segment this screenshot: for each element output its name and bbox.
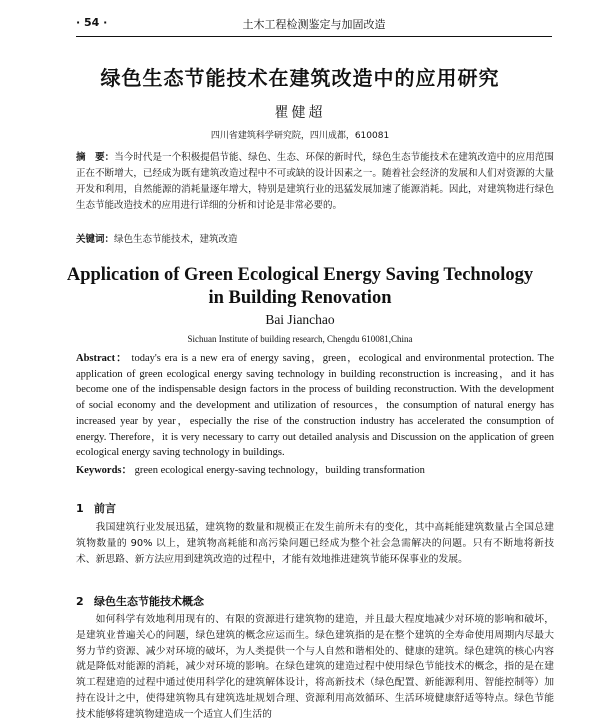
english-abstract-text: today's era is a new era of energy saving，green，ecological and environmental protection. The application of green ecological energy saving technology in building reconstruction is increasing，and it has become one of the indispensable design factors in the process of building reconstruction. With the development of social economy and the development and utilization of resources，the consumption of natural energy has increased year by year，especially the rise of the construction industry has accelerated the consumption of energy. Therefore，it is very necessary to carry out detailed analysis and Discussion on the application of green ecological energy saving technology in buildings. [76, 353, 554, 459]
chinese-author: 瞿健超 [274, 105, 326, 121]
section-1-heading [76, 500, 116, 516]
section-2-paragraph: 如何科学有效地利用现有的、有限的资源进行建筑物的建造，并且最大程度地减少对环境的影响和破坏，是建筑业普遍关心的问题，绿色建筑的概念应运而生。绿色建筑指的是在整个建筑的全寿命使用周期内尽最大努力节约资源、减少对环境的破坏，为人类提供一个与人自然和谐相处的、健康的建筑。绿色建筑的核心内容就是降低对能源的消耗，减少对环境的影响。在绿色建筑的建造过程中使用绿色节能技术的概念，指的是在建筑工程建造的过程中通过使用科学化的建筑解体设计，将高新技术（绿色配置、新能源利用、智能控制等）加持在设计之中，使得建筑物具有建筑选址规划合理、资源利用高效循环、生活环境健康舒适等特点。绿色节能技术能够将建筑物建造成一个适宜人们生活的 [76, 614, 554, 720]
chinese-title: 绿色生态节能技术在建筑改造中的应用研究 [100, 66, 500, 90]
english-keywords-text: green ecological energy-saving technology，building transformation [134, 465, 425, 476]
section-1-number: 1 [76, 502, 84, 515]
page-number: · 54 · [76, 16, 108, 29]
section-2-title: 绿色生态节能技术概念 [94, 595, 204, 608]
chinese-keywords-label: 关键词： [76, 234, 115, 245]
journal-title: 土木工程检测鉴定与加固改造 [242, 18, 386, 31]
english-keywords [76, 462, 554, 477]
section-1-paragraph: 我国建筑行业发展迅猛，建筑物的数量和规模正在发生前所未有的变化，其中高耗能建筑数量占全国总建筑物数量的 90% 以上，建筑物高耗能和高污染问题已经成为整个社会急需解决的问题。只有不断地将新技术、新思路、新方法应用到建筑改造的过程中，才能有效地推进建筑节能环保事业的发展。 [76, 522, 554, 565]
chinese-keywords [76, 231, 554, 245]
section-2-heading [76, 593, 204, 609]
english-author: Bai Jianchao [265, 312, 335, 327]
chinese-keywords-text: 绿色生态节能技术，建筑改造 [114, 234, 238, 245]
english-affiliation: Sichuan Institute of building research, Chengdu 610081,China [187, 334, 413, 344]
english-title: Application of Green Ecological Energy Saving Technology in Building Renovation [66, 265, 534, 308]
section-1-title: 前言 [94, 502, 116, 515]
chinese-affiliation: 四川省建筑科学研究院，四川成都，610081 [210, 131, 390, 141]
section-2-number: 2 [76, 595, 84, 608]
chinese-abstract [76, 150, 554, 214]
header-rule [76, 36, 552, 37]
running-header [76, 16, 552, 36]
english-keywords-label: Keywords： [76, 465, 132, 476]
english-abstract [76, 351, 554, 461]
english-abstract-label: Abstract： [76, 353, 128, 364]
chinese-abstract-label: 摘 要： [76, 152, 115, 163]
chinese-abstract-text: 当今时代是一个积极提倡节能、绿色、生态、环保的新时代，绿色生态节能技术在建筑改造中的应用范围正在不断增大，已经成为既有建筑改造过程中不可或缺的设计因素之一。随着社会经济的发展和人们对资源的大量开发和利用，自然能源的消耗量逐年增大，特别是建筑行业的迅猛发展加速了能源消耗。因此，对建筑物进行绿色生态节能改造技术的应用进行详细的分析和讨论是非常必要的。 [76, 152, 554, 211]
